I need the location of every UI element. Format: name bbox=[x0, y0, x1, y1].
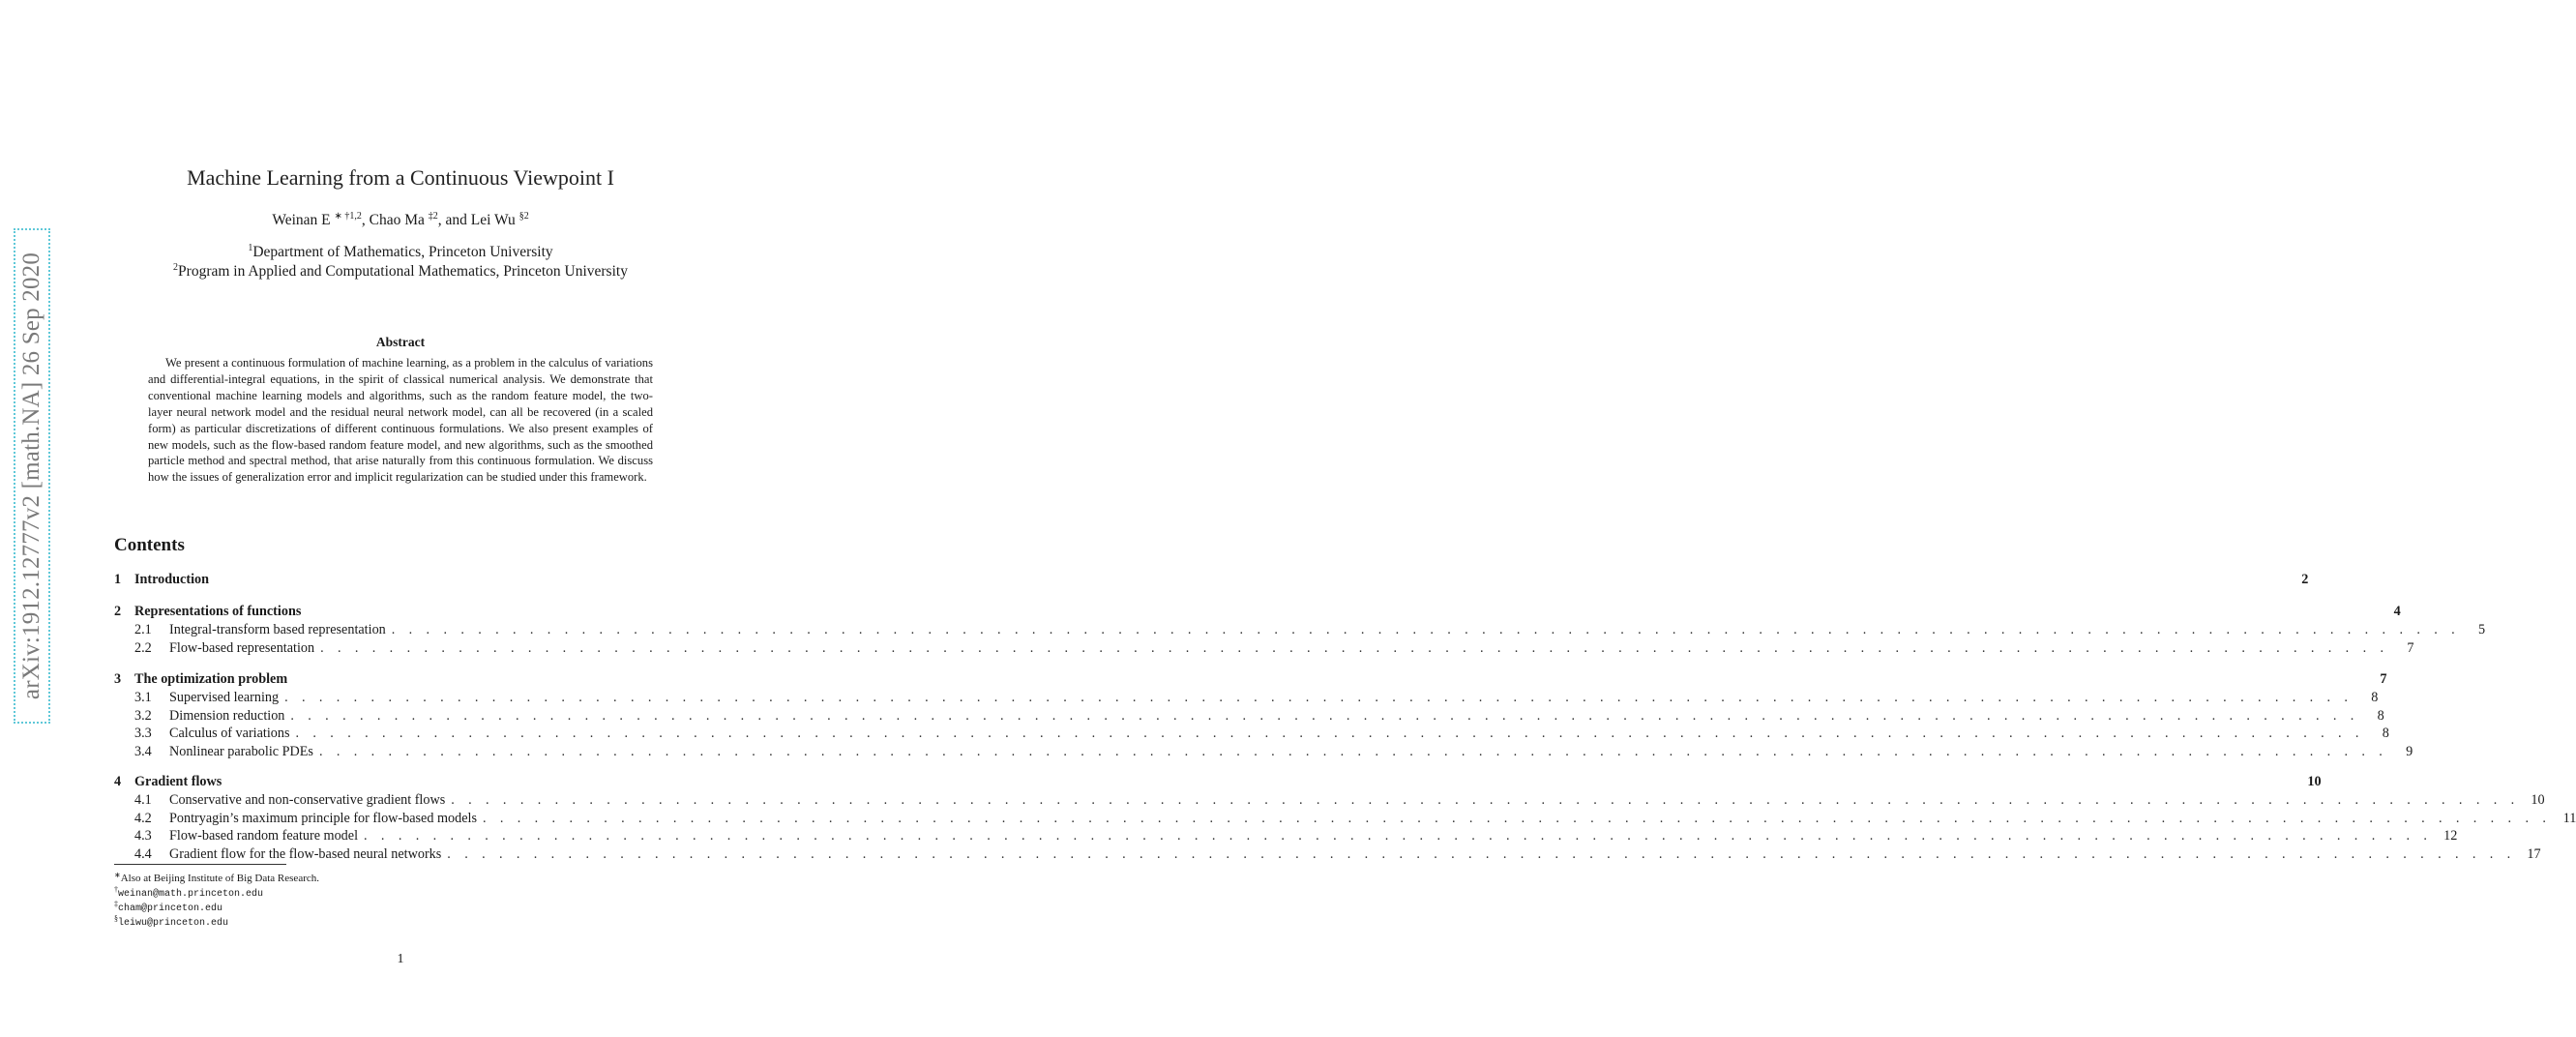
toc-entry-title: Dimension reduction bbox=[169, 708, 285, 724]
author-name: Lei Wu bbox=[470, 212, 516, 228]
author-name: Weinan E bbox=[272, 212, 331, 228]
toc-entry-page: 10 bbox=[2531, 792, 2545, 808]
toc-dot-leader: . . . . . . . . . . . . . . . . . . . . . . . . . . . . . . . . . . . . . . . . . . . . . . . . . . . . . . . . . . . . . . . . . . . . . . . . . . . . . . . . . . . . . . . . . . . . . . . . . . . . . . . . . . . . . . . . . . . . . . . . bbox=[391, 622, 2461, 637]
toc-entry-number: 3 bbox=[114, 671, 122, 687]
author-marks: ∗ †1,2 bbox=[334, 211, 362, 222]
toc-entry-page: 7 bbox=[2407, 640, 2414, 656]
page-number: 1 bbox=[397, 952, 404, 966]
toc-entry-number: 4.2 bbox=[134, 811, 152, 826]
toc-subsection-entry[interactable] bbox=[114, 828, 2458, 846]
toc-entry-number: 2.1 bbox=[134, 622, 152, 637]
toc-entry-title: The optimization problem bbox=[134, 671, 288, 687]
toc-entry-title: Pontryagin’s maximum principle for flow-based models bbox=[169, 811, 477, 826]
toc-entry-title: Representations of functions bbox=[134, 604, 302, 619]
footnote-mark: ‡ bbox=[114, 900, 118, 908]
toc-dot-leader: . . . . . . . . . . . . . . . . . . . . . . . . . . . . . . . . . . . . . . . . . . . . . . . . . . . . . . . . . . . . . . . . . . . . . . . . . . . . . . . . . . . . . . . . . . . . . . . . . . . . . . . . . . . . . . . . . . . . . . . . bbox=[318, 744, 2388, 759]
abstract-body: We present a continuous formulation of machine learning, as a problem in the calculus of variations and differential-integral equations, in the spirit of classical numerical analysis. We demonstrate that conventional machine learning models and algorithms, such as the random feature model, the two-layer neural network model and the residual neural network model, can all be recovered (in a scaled form) as particular discretizations of different continuous formulations. We also present examples of new models, such as the flow-based random feature model, and new algorithms, such as the smoothed particle method and spectral method, that arise naturally from this continuous formulation. We discuss how the issues of generalization error and implicit regularization can be studied under this framework. bbox=[148, 356, 653, 485]
toc-section-entry[interactable] bbox=[114, 604, 2401, 622]
footnote-mark: § bbox=[114, 914, 118, 923]
toc-entry-title: Integral-transform based representation bbox=[169, 622, 386, 637]
toc-entry-page: 11 bbox=[2562, 811, 2576, 826]
toc-section-entry[interactable] bbox=[114, 774, 2322, 792]
toc-dot-leader: . . . . . . . . . . . . . . . . . . . . . . . . . . . . . . . . . . . . . . . . . . . . . . . . . . . . . . . . . . . . . . . . . . . . . . . . . . . . . . . . . . . . . . . . . . . . . . . . . . . . . . . . . . . . . . . . . . . . . . . . bbox=[320, 640, 2389, 656]
toc-subsection-entry[interactable] bbox=[114, 846, 2541, 865]
footnote-email: leiwu@princeton.edu bbox=[118, 918, 229, 929]
toc-entry-page: 9 bbox=[2406, 744, 2413, 759]
footnote-text: Also at Beijing Institute of Big Data Research. bbox=[120, 873, 319, 884]
toc-entry-title: Gradient flow for the flow-based neural networks bbox=[169, 846, 442, 862]
author-marks: ‡2 bbox=[428, 211, 438, 222]
author-marks: §2 bbox=[518, 211, 529, 222]
toc-section-entry[interactable] bbox=[114, 572, 2309, 590]
toc-entry-title: Conservative and non-conservative gradient flows bbox=[169, 792, 446, 808]
arxiv-stamp bbox=[14, 228, 50, 724]
toc-dot-leader: . . . . . . . . . . . . . . . . . . . . . . . . . . . . . . . . . . . . . . . . . . . . . . . . . . . . . . . . . . . . . . . . . . . . . . . . . . . . . . . . . . . . . . . . . . . . . . . . . . . . . . . . . . . . . . . . . . . . . . . . bbox=[451, 792, 2520, 808]
affiliation bbox=[0, 243, 801, 261]
toc-entry-page: 12 bbox=[2443, 828, 2458, 844]
toc-entry-number: 4.1 bbox=[134, 792, 152, 808]
toc-subsection-entry[interactable] bbox=[114, 690, 2379, 708]
abstract-heading: Abstract bbox=[375, 335, 426, 349]
toc-entry-page: 8 bbox=[2382, 726, 2389, 741]
toc-entry-page: 8 bbox=[2377, 708, 2384, 724]
toc-subsection-entry[interactable] bbox=[114, 744, 2413, 762]
toc-entry-number: 4 bbox=[114, 774, 122, 789]
toc-subsection-entry[interactable] bbox=[114, 726, 2389, 744]
toc-entry-number: 3.4 bbox=[134, 744, 152, 759]
footnote-email: cham@princeton.edu bbox=[118, 904, 223, 914]
toc-entry-number: 3.1 bbox=[134, 690, 152, 705]
toc-entry-number: 2 bbox=[114, 604, 122, 619]
toc-entry-title: Calculus of variations bbox=[169, 726, 290, 741]
toc-subsection-entry[interactable] bbox=[114, 811, 2576, 829]
footnote-mark: ∗ bbox=[114, 871, 121, 879]
toc-entry-number: 3.3 bbox=[134, 726, 152, 741]
affiliation-mark: 2 bbox=[173, 262, 179, 273]
toc-dot-leader: . . . . . . . . . . . . . . . . . . . . . . . . . . . . . . . . . . . . . . . . . . . . . . . . . . . . . . . . . . . . . . . . . . . . . . . . . . . . . . . . . . . . . . . . . . . . . . . . . . . . . . . . . . . . . . . . . . . . . . . . bbox=[290, 708, 2359, 724]
contents-heading: Contents bbox=[114, 535, 185, 555]
toc-section-entry[interactable] bbox=[114, 671, 2387, 690]
toc-entry-page: 5 bbox=[2477, 622, 2486, 637]
affiliation-text: Department of Mathematics, Princeton University bbox=[252, 244, 553, 260]
affiliation-mark: 1 bbox=[248, 243, 253, 253]
toc-subsection-entry[interactable] bbox=[114, 640, 2414, 659]
toc-dot-leader: . . . . . . . . . . . . . . . . . . . . . . . . . . . . . . . . . . . . . . . . . . . . . . . . . . . . . . . . . . . . . . . . . . . . . . . . . . . . . . . . . . . . . . . . . . . . . . . . . . . . . . . . . . . . . . . . . . . . . . . . bbox=[447, 846, 2516, 862]
toc-entry-number: 4.3 bbox=[134, 828, 152, 844]
toc-entry-title: Nonlinear parabolic PDEs bbox=[169, 744, 313, 759]
affiliation bbox=[0, 262, 801, 281]
toc-entry-number: 2.2 bbox=[134, 640, 152, 656]
toc-entry-page: 7 bbox=[2380, 671, 2387, 687]
toc-subsection-entry[interactable] bbox=[114, 792, 2545, 811]
toc-entry-number: 3.2 bbox=[134, 708, 152, 724]
author-separator: , bbox=[361, 212, 370, 228]
toc-dot-leader: . . . . . . . . . . . . . . . . . . . . . . . . . . . . . . . . . . . . . . . . . . . . . . . . . . . . . . . . . . . . . . . . . . . . . . . . . . . . . . . . . . . . . . . . . . . . . . . . . . . . . . . . . . . . . . . . . . . . . . . . bbox=[364, 828, 2433, 844]
toc-subsection-entry[interactable] bbox=[114, 708, 2384, 726]
toc-entry-page: 10 bbox=[2307, 774, 2322, 789]
toc-entry-number: 1 bbox=[114, 572, 122, 587]
arxiv-identifier: arXiv:1912.12777v2 [math.NA] 26 Sep 2020 bbox=[18, 252, 44, 700]
toc-dot-leader: . . . . . . . . . . . . . . . . . . . . . . . . . . . . . . . . . . . . . . . . . . . . . . . . . . . . . . . . . . . . . . . . . . . . . . . . . . . . . . . . . . . . . . . . . . . . . . . . . . . . . . . . . . . . . . . . . . . . . . . . bbox=[284, 690, 2354, 705]
toc-entry-page: 8 bbox=[2371, 690, 2379, 705]
footnote[interactable] bbox=[114, 912, 228, 931]
toc-subsection-entry[interactable] bbox=[114, 622, 2486, 640]
footnote-mark: † bbox=[114, 885, 118, 894]
footnote-email: weinan@math.princeton.edu bbox=[118, 889, 264, 900]
toc-entry-title: Introduction bbox=[134, 572, 209, 587]
toc-entry-page: 2 bbox=[2301, 572, 2309, 587]
toc-entry-title: Gradient flows bbox=[134, 774, 222, 789]
toc-entry-title: Flow-based representation bbox=[169, 640, 315, 656]
toc-entry-page: 17 bbox=[2527, 846, 2541, 862]
footnote-rule bbox=[114, 864, 286, 865]
paper-title: Machine Learning from a Continuous Viewpoint I bbox=[187, 165, 614, 190]
toc-dot-leader: . . . . . . . . . . . . . . . . . . . . . . . . . . . . . . . . . . . . . . . . . . . . . . . . . . . . . . . . . . . . . . . . . . . . . . . . . . . . . . . . . . . . . . . . . . . . . . . . . . . . . . . . . . . . . . . . . . . . . . . . bbox=[295, 726, 2364, 741]
author-name: Chao Ma bbox=[369, 212, 425, 228]
affiliation-text: Program in Applied and Computational Mathematics, Princeton University bbox=[178, 263, 628, 280]
toc-entry-title: Flow-based random feature model bbox=[169, 828, 359, 844]
toc-entry-title: Supervised learning bbox=[169, 690, 280, 705]
toc-entry-number: 4.4 bbox=[134, 846, 152, 862]
toc-entry-page: 4 bbox=[2393, 604, 2401, 619]
author-line bbox=[0, 211, 801, 229]
toc-dot-leader: . . . . . . . . . . . . . . . . . . . . . . . . . . . . . . . . . . . . . . . . . . . . . . . . . . . . . . . . . . . . . . . . . . . . . . . . . . . . . . . . . . . . . . . . . . . . . . . . . . . . . . . . . . . . . . . . . . . . . . . . bbox=[482, 811, 2552, 826]
author-separator: , and bbox=[437, 212, 471, 228]
